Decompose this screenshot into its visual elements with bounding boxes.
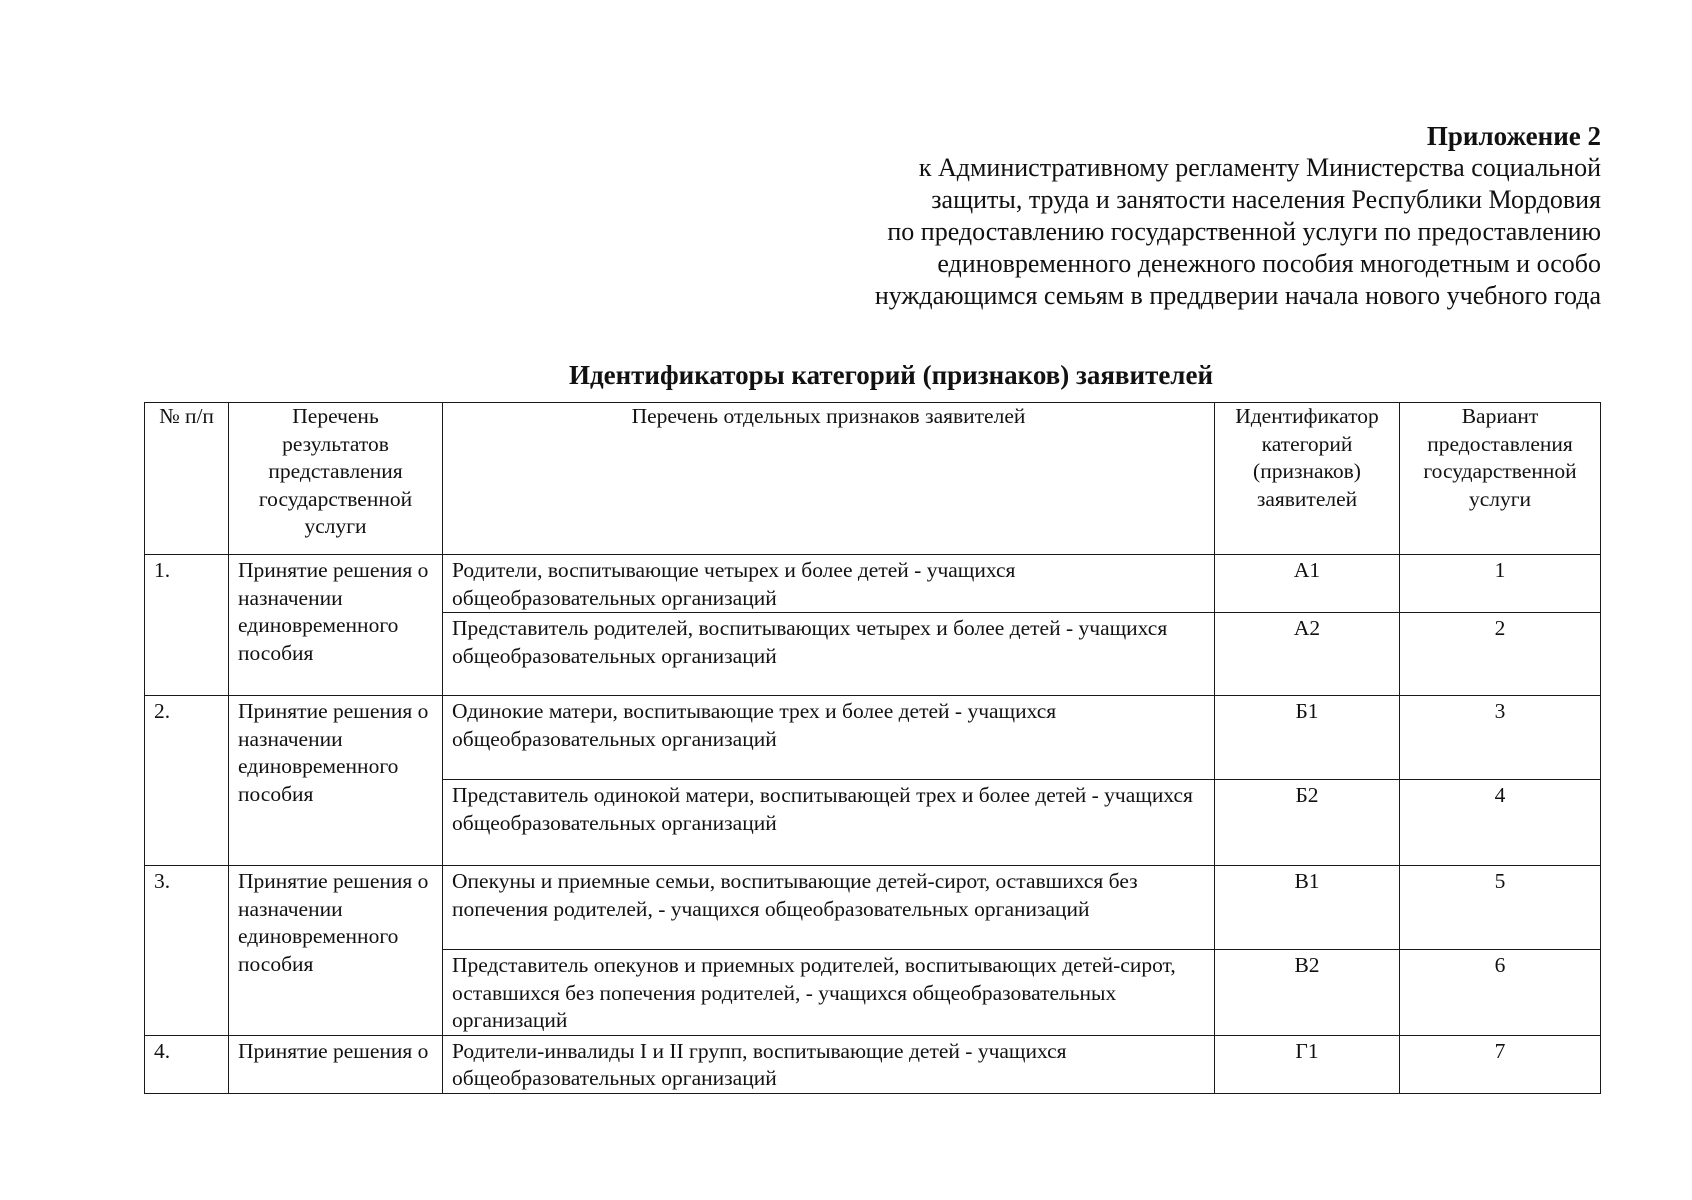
row-result: Принятие решения о назначении единовременного пособия <box>229 555 443 696</box>
row-identifier: В1 <box>1215 866 1400 950</box>
table-row <box>145 696 1601 780</box>
table-row <box>145 1035 1601 1093</box>
annex-line: защиты, труда и занятости населения Республики Мордовия <box>931 185 1601 214</box>
document-title: Идентификаторы категорий (признаков) заявителей <box>568 360 1214 390</box>
row-feature: Одинокие матери, воспитывающие трех и более детей - учащихся общеобразовательных организаций <box>443 696 1215 780</box>
table-row <box>145 555 1601 613</box>
annex-line: нуждающимся семьям в преддверии начала нового учебного года <box>874 281 1601 310</box>
row-number: 1. <box>145 555 229 696</box>
row-feature: Родители, воспитывающие четырех и более детей - учащихся общеобразовательных организаций <box>443 555 1215 613</box>
row-feature: Родители-инвалиды I и II групп, воспитывающие детей - учащихся общеобразовательных организаций <box>443 1035 1215 1093</box>
row-variant: 2 <box>1400 613 1601 696</box>
row-feature: Представитель одинокой матери, воспитывающей трех и более детей - учащихся общеобразовательных организаций <box>443 780 1215 866</box>
row-identifier: Б1 <box>1215 696 1400 780</box>
annex-block <box>781 120 1601 312</box>
row-identifier: Б2 <box>1215 780 1400 866</box>
row-result: Принятие решения о <box>229 1035 443 1093</box>
annex-line: к Административному регламенту Министерства социальной <box>918 153 1601 182</box>
row-identifier: Г1 <box>1215 1035 1400 1093</box>
row-result: Принятие решения о назначении единовременного пособия <box>229 696 443 866</box>
row-variant: 5 <box>1400 866 1601 950</box>
row-variant: 6 <box>1400 950 1601 1036</box>
row-feature: Представитель родителей, воспитывающих четырех и более детей - учащихся общеобразовательных организаций <box>443 613 1215 696</box>
row-number: 2. <box>145 696 229 866</box>
row-variant: 4 <box>1400 780 1601 866</box>
row-feature: Опекуны и приемные семьи, воспитывающие детей-сирот, оставшихся без попечения родителей, - учащихся общеобразовательных организаций <box>443 866 1215 950</box>
row-variant: 1 <box>1400 555 1601 613</box>
header-identifier: Идентификатор категорий (признаков) заявителей <box>1215 403 1400 555</box>
header-variant: Вариант предоставления государственной услуги <box>1400 403 1601 555</box>
annex-line: по предоставлению государственной услуги по предоставлению <box>887 217 1601 246</box>
annex-line: единовременного денежного пособия многодетным и особо <box>937 249 1601 278</box>
row-feature: Представитель опекунов и приемных родителей, воспитывающих детей-сирот, оставшихся без попечения родителей, - учащихся общеобразовательных организаций <box>443 950 1215 1036</box>
row-variant: 3 <box>1400 696 1601 780</box>
row-variant: 7 <box>1400 1035 1601 1093</box>
row-number: 4. <box>145 1035 229 1093</box>
header-number: № п/п <box>145 403 229 555</box>
table-header-row <box>145 403 1601 555</box>
table-row <box>145 866 1601 950</box>
annex-title: Приложение 2 <box>1426 121 1601 151</box>
header-feature: Перечень отдельных признаков заявителей <box>443 403 1215 555</box>
header-result: Перечень результатов представления государственной услуги <box>229 403 443 555</box>
row-identifier: В2 <box>1215 950 1400 1036</box>
row-identifier: А2 <box>1215 613 1400 696</box>
row-number: 3. <box>145 866 229 1036</box>
identifiers-table <box>144 402 1601 1094</box>
row-result: Принятие решения о назначении единовременного пособия <box>229 866 443 1036</box>
row-identifier: А1 <box>1215 555 1400 613</box>
